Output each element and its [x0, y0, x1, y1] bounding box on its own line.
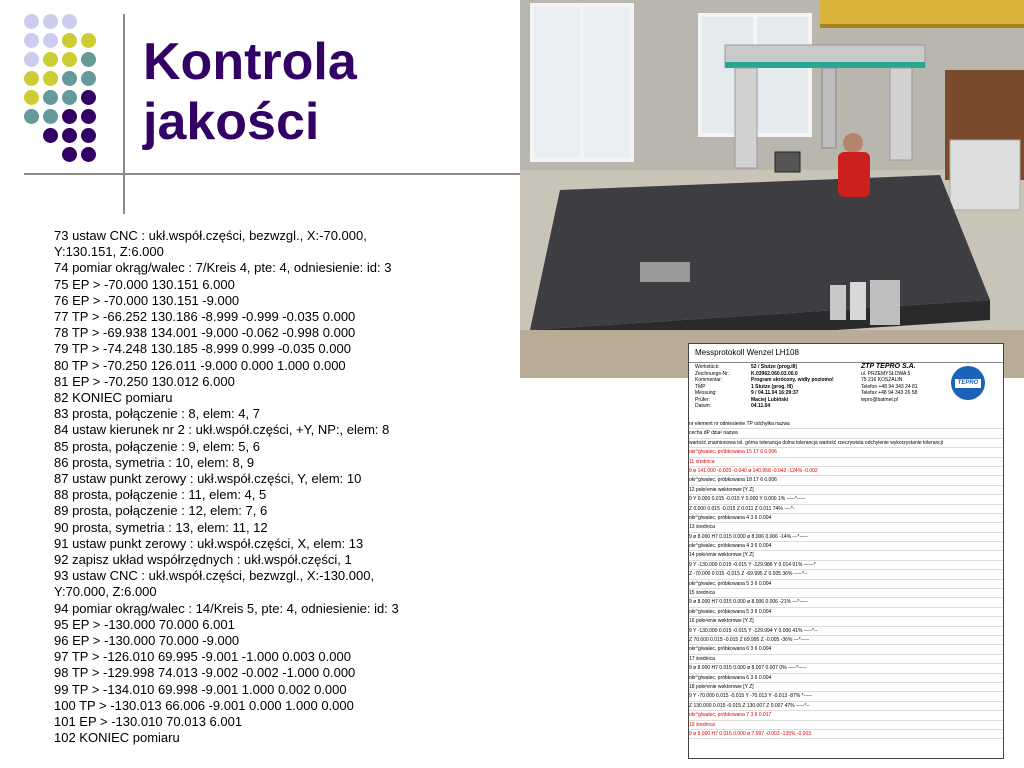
decorative-dot [62, 147, 77, 162]
table-row: okr°g/walec, próbkowana 4 3 6 0.004 [689, 514, 1003, 523]
code-line: 77 TP > -66.252 130.186 -8.999 -0.999 -0.035 0.000 [54, 309, 356, 325]
code-line: Y:130.151, Z:6.000 [54, 244, 164, 260]
table-row: okr°g/walec, próbkowana 15 17 6 0.006 [689, 448, 1003, 457]
company-line: Telefax +48 94 343 26 58 [861, 390, 918, 396]
meta-value: 04.11.04 [751, 403, 771, 409]
decorative-dot [81, 52, 96, 67]
company-name: ZTP TEPRO S.A. [861, 363, 916, 370]
decorative-dot [62, 109, 77, 124]
code-line: 99 TP > -134.010 69.998 -9.001 1.000 0.002 0.000 [54, 681, 347, 697]
table-row: nr element nr odniesienie TP odchyłka nazwa [689, 420, 1003, 429]
table-row: Z -70.000 0.015 -0.015 Z -69.995 Z 0.005 36% -----*-- [689, 570, 1003, 579]
meta-value: 52 / Stutze (prog.III) [751, 364, 798, 370]
protocol-meta [695, 364, 855, 410]
table-row: okr°g/walec, próbkowana 6 3 6 0.004 [689, 645, 1003, 654]
code-line: 76 EP > -70.000 130.151 -9.000 [54, 292, 240, 308]
company-line: 75 216 KOSZALIN [861, 377, 903, 383]
meta-key: Datum: [695, 403, 712, 409]
meta-key: TMP [695, 383, 706, 390]
table-row: 16 poło²enie wektorowe [Y Z] [689, 617, 1003, 626]
decorative-dot [81, 109, 96, 124]
code-line: 88 prosta, połączenie : 11, elem: 4, 5 [54, 487, 267, 503]
code-line: 95 EP > -130.000 70.000 6.001 [54, 616, 235, 632]
decorative-dot [62, 128, 77, 143]
code-line: 84 ustaw kierunek nr 2 : ukł.współ.części, +Y, NP:, elem: 8 [54, 422, 390, 438]
table-row: 9 ø 8.000 H7 0.015 0.000 ø 8.006 0.006 -14% ---*----- [689, 533, 1003, 542]
decorative-dot [43, 33, 58, 48]
company-line: tepro@batmet.pl [861, 396, 899, 403]
code-line: 94 pomiar okrąg/walec : 14/Kreis 5, pte: 4, odniesienie: id: 3 [54, 600, 399, 616]
title-line-1: Kontrola [143, 33, 357, 91]
meta-value: 1 Stutze (prog. III) [751, 383, 793, 390]
meta-value: Program skrócony, widły poziomo! [751, 377, 834, 383]
table-row: okr°g/walec, próbkowana 5 3 6 0.004 [689, 580, 1003, 589]
decorative-dot [24, 109, 39, 124]
table-row: 12 poło²enie wektorowe [Y Z] [689, 486, 1003, 495]
code-line: 97 TP > -126.010 69.995 -9.001 -1.000 0.003 0.000 [54, 649, 351, 665]
protocol-title: Messprotokoll Wenzel LH108 [695, 348, 799, 357]
table-row: okr°g/walec, próbkowana 4 3 6 0.004 [689, 542, 1003, 551]
table-row: cecha dP dzia² nazwa [689, 429, 1003, 438]
table-row: 9 Y -130.000 0.015 -0.015 Y -129.994 Y 0.006 41% -----*-- [689, 627, 1003, 636]
table-row: 9 ø 141.000 -0.020 -0.040 ø 140.958 -0.042 -124% -0.002 [689, 467, 1003, 476]
table-row: 17 średnica [689, 655, 1003, 664]
meta-key: Zeichnungs-Nr.: [695, 370, 731, 377]
decorative-dot [81, 71, 96, 86]
table-row: 18 poło²enie wektorowe [Y Z] [689, 683, 1003, 692]
logo-text: TEPRO [955, 379, 981, 388]
company-info [861, 364, 945, 403]
company-line: Telefon +48 94 343 24 81 [861, 383, 918, 390]
decorative-dot [24, 52, 39, 67]
code-line: 87 ustaw punkt zerowy : ukł.współ.części, Y, elem: 10 [54, 471, 362, 487]
protocol-header [689, 344, 1003, 363]
decorative-dot [43, 90, 58, 105]
meta-key: Werkstück: [695, 364, 720, 370]
code-line: 89 prosta, połączenie : 12, elem: 7, 6 [54, 503, 268, 519]
code-line: 100 TP > -130.013 66.006 -9.001 0.000 1.000 0.000 [54, 697, 354, 713]
meta-key: Messung: [695, 390, 717, 396]
table-row: 19 średnica [689, 721, 1003, 730]
table-row: 9 Y 0.000 0.015 -0.015 Y 0.000 Y 0.000 1% -----*----- [689, 495, 1003, 504]
decorative-dot [62, 33, 77, 48]
title-line-2: jakości [143, 93, 320, 151]
decorative-dot [62, 14, 77, 29]
meta-value: K.03962.060.03.00.0 [751, 370, 798, 377]
decorative-dot [43, 71, 58, 86]
table-row: 9 ø 8.000 H7 0.015 0.000 ø 7.997 -0.003 -135% -0.003 [689, 730, 1003, 739]
table-row: Z 130.000 0.015 -0.015 Z 130.007 Z 0.007 47% -----*-- [689, 702, 1003, 711]
table-row: 13 średnica [689, 523, 1003, 532]
decorative-dot [62, 71, 77, 86]
meta-value: Maciej Lubiński [751, 396, 789, 403]
decorative-dot [81, 147, 96, 162]
meta-value: 9 / 04.11.04 16:29:37 [751, 390, 799, 396]
tepro-logo-icon [951, 366, 985, 400]
vertical-divider [123, 14, 125, 214]
code-line: 96 EP > -130.000 70.000 -9.000 [54, 633, 240, 649]
code-line: 83 prosta, połączenie : 8, elem: 4, 7 [54, 406, 260, 422]
table-row: 15 średnica [689, 589, 1003, 598]
page-title [143, 32, 357, 152]
decorative-dot [43, 109, 58, 124]
protocol-table [689, 420, 1003, 739]
measurement-protocol-document [688, 343, 1004, 759]
code-line: 79 TP > -74.248 130.185 -8.999 0.999 -0.035 0.000 [54, 341, 351, 357]
decorative-dot [62, 52, 77, 67]
code-line: 81 EP > -70.250 130.012 6.000 [54, 373, 235, 389]
code-line: 90 prosta, symetria : 13, elem: 11, 12 [54, 519, 268, 535]
decorative-dot [43, 52, 58, 67]
code-line: 85 prosta, połączenie : 9, elem: 5, 6 [54, 438, 260, 454]
table-row: Z 0.000 0.015 -0.015 Z 0.011 Z 0.011 74% ----*- [689, 505, 1003, 514]
code-line: 80 TP > -70.250 126.011 -9.000 0.000 1.000 0.000 [54, 357, 346, 373]
code-line: 98 TP > -129.998 74.013 -9.002 -0.002 -1.000 0.000 [54, 665, 356, 681]
decorative-dot [24, 71, 39, 86]
meta-row [695, 403, 855, 410]
code-line: Y:70.000, Z:6.000 [54, 584, 157, 600]
code-line: 102 KONIEC pomiaru [54, 730, 180, 746]
code-line: 75 EP > -70.000 130.151 6.000 [54, 276, 235, 292]
table-row: okr°g/walec, próbkowana 18 17 6 0.006 [689, 476, 1003, 485]
code-line: 92 zapisz układ współrzędnych : ukł.współ.części, 1 [54, 552, 352, 568]
cmm-machine-photo [520, 0, 1024, 378]
decorative-dot [24, 14, 39, 29]
decorative-dot [81, 33, 96, 48]
horizontal-divider [24, 173, 520, 175]
decorative-dot [81, 128, 96, 143]
table-row: okr°g/walec, próbkowana 5 3 6 0.004 [689, 608, 1003, 617]
code-line: 73 ustaw CNC : ukł.współ.części, bezwzgl., X:-70.000, [54, 228, 367, 243]
table-row: Z 70.000 0.015 -0.015 Z 69.995 Z -0.005 -36% ---*----- [689, 636, 1003, 645]
table-row: wartość znamionowa tol. górna tolerancja dolna tolerancja wartość rzeczywista odchylenie wykorzystanie tolerancji [689, 439, 1003, 448]
code-line: 101 EP > -130.010 70.013 6.001 [54, 714, 243, 730]
meta-key: Prüfer: [695, 396, 711, 403]
table-row: 14 poło²enie wektorowe [Y Z] [689, 551, 1003, 560]
code-line: 82 KONIEC pomiaru [54, 390, 173, 406]
decorative-dot [43, 128, 58, 143]
table-row: 11 średnica [689, 458, 1003, 467]
decorative-dot [81, 90, 96, 105]
table-row: 9 ø 8.000 H7 0.015 0.000 ø 8.007 0.007 0% -----*----- [689, 664, 1003, 673]
company-line: ul. PRZEMYSŁOWA 5 [861, 370, 911, 377]
table-row: okr°g/walec, próbkowana 7 3 6 0.017 [689, 711, 1003, 720]
decorative-dot [24, 33, 39, 48]
table-row: 9 ø 8.000 H7 0.015 0.000 ø 8.006 0.006 -21% ---*----- [689, 598, 1003, 607]
code-line: 86 prosta, symetria : 10, elem: 8, 9 [54, 454, 255, 470]
table-row: 9 Y -70.000 0.015 -0.015 Y -70.013 Y -0.013 -87% *----- [689, 692, 1003, 701]
table-row: okr°g/walec, próbkowana 6 3 6 0.004 [689, 674, 1003, 683]
code-line: 91 ustaw punkt zerowy : ukł.współ.części, X, elem: 13 [54, 535, 364, 551]
table-row: 9 Y -130.000 0.015 -0.015 Y -129.986 Y 0.014 91% ------* [689, 561, 1003, 570]
code-line: 74 pomiar okrąg/walec : 7/Kreis 4, pte: 4, odniesienie: id: 3 [54, 260, 392, 276]
decorative-dot [62, 90, 77, 105]
code-line: 78 TP > -69.938 134.001 -9.000 -0.062 -0.998 0.000 [54, 325, 356, 341]
cnc-program-listing [54, 228, 474, 747]
decorative-dot [43, 14, 58, 29]
code-line: 93 ustaw CNC : ukł.współ.części, bezwzgl., X:-130.000, [54, 568, 375, 584]
decorative-dot [24, 90, 39, 105]
meta-key: Kommentar: [695, 377, 723, 383]
